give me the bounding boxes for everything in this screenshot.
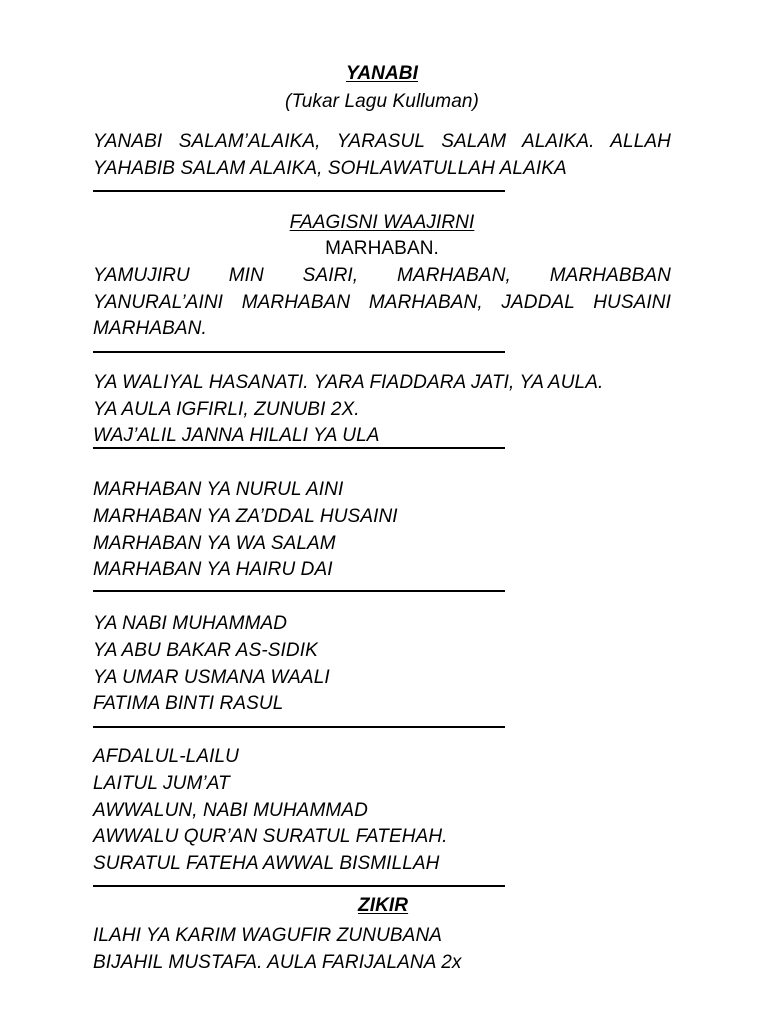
stanza-line: YA AULA IGFIRLI, ZUNUBI 2X. <box>93 399 360 420</box>
stanza-line: AFDALUL-LAILU <box>93 746 239 767</box>
stanza-line: ILAHI YA KARIM WAGUFIR ZUNUBANA <box>93 925 443 946</box>
intro-line-1: YANABI SALAM’ALAIKA, YARASUL SALAM ALAIKA. ALLAH <box>93 131 671 152</box>
section-heading: FAAGISNI WAAJIRNI <box>289 212 475 233</box>
stanza-line: YA UMAR USMANA WAALI <box>93 667 330 688</box>
section-divider <box>93 190 505 192</box>
document-title: YANABI <box>345 63 419 84</box>
stanza-line: YA ABU BAKAR AS-SIDIK <box>93 640 318 661</box>
stanza-line: YA WALIYAL HASANATI. YARA FIADDARA JATI, YA AULA. <box>93 372 604 393</box>
document-subtitle: (Tukar Lagu Kulluman) <box>285 91 479 112</box>
zikir-heading: ZIKIR <box>358 895 409 916</box>
intro-line-2: YAHABIB SALAM ALAIKA, SOHLAWATULLAH ALAIKA <box>93 158 567 179</box>
stanza-line: AWWALUN, NABI MUHAMMAD <box>93 800 368 821</box>
stanza-line: YA NABI MUHAMMAD <box>93 613 288 634</box>
section-divider <box>93 726 505 728</box>
stanza-line: YAMUJIRU MIN SAIRI, MARHABAN, MARHABBAN <box>93 265 671 286</box>
stanza-line: MARHABAN. <box>93 318 207 339</box>
section-divider <box>93 351 505 353</box>
section-subheading: MARHABAN. <box>325 238 439 259</box>
stanza-line: AWWALU QUR’AN SURATUL FATEHAH. <box>93 826 448 847</box>
stanza-line: MARHABAN YA NURUL AINI <box>93 479 344 500</box>
stanza-line: LAITUL JUM’AT <box>93 773 230 794</box>
section-divider <box>93 885 505 887</box>
stanza-line: BIJAHIL MUSTAFA. AULA FARIJALANA 2x <box>93 952 462 973</box>
stanza-line: MARHABAN YA HAIRU DAI <box>93 559 333 580</box>
stanza-line: FATIMA BINTI RASUL <box>93 693 284 714</box>
section-divider <box>93 590 505 592</box>
stanza-line: SURATUL FATEHA AWWAL BISMILLAH <box>93 853 440 874</box>
stanza-line: YANURAL’AINI MARHABAN MARHABAN, JADDAL HUSAINI <box>93 292 671 313</box>
stanza-line: MARHABAN YA WA SALAM <box>93 533 336 554</box>
stanza-line: MARHABAN YA ZA’DDAL HUSAINI <box>93 506 398 527</box>
section-divider <box>93 447 505 449</box>
stanza-line: WAJ’ALIL JANNA HILALI YA ULA <box>93 425 380 446</box>
